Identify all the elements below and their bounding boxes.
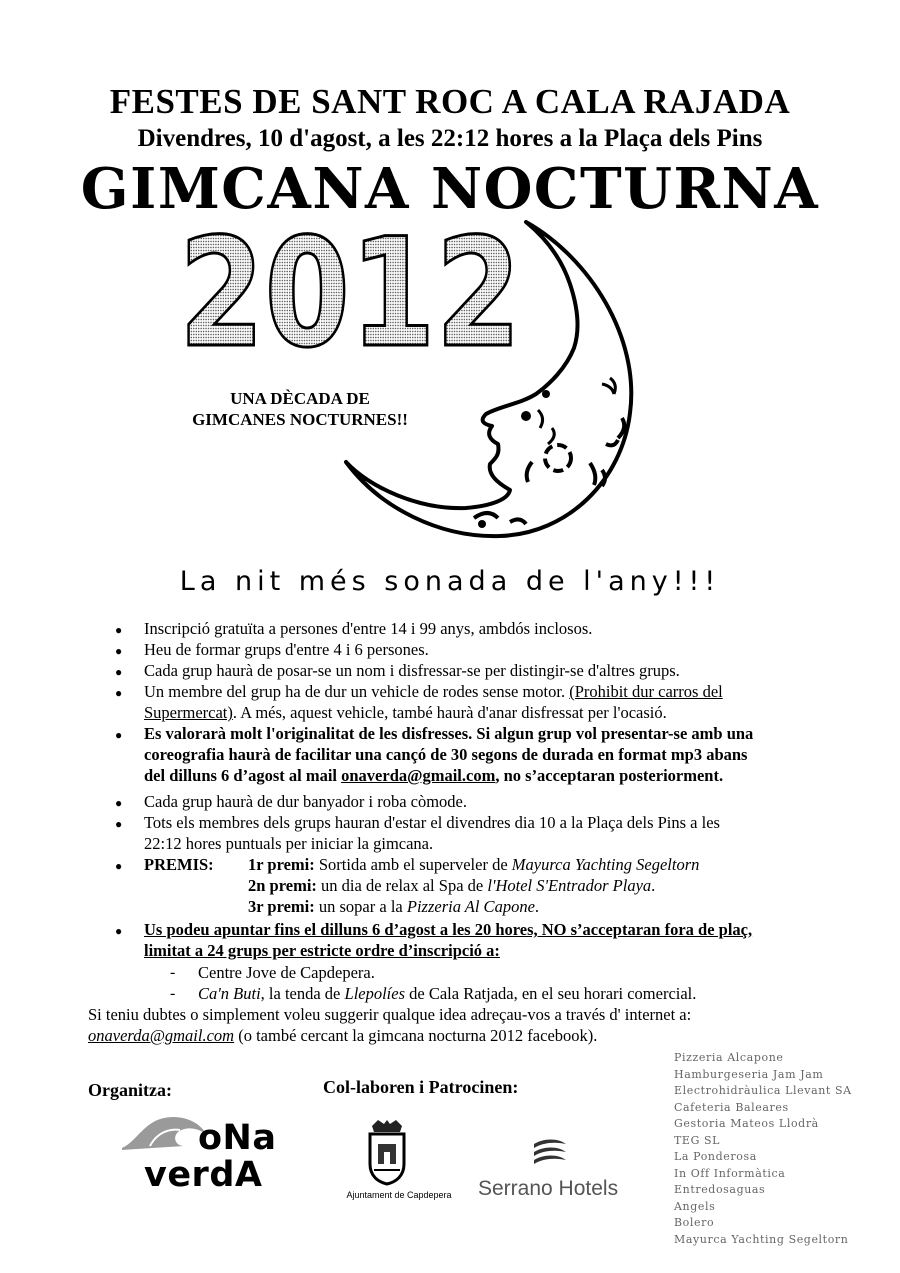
ona-logo-bottom: verdA [144, 1155, 263, 1195]
registration-line-2 [144, 940, 818, 961]
rule-costume-deadline: del dilluns 6 d’agost al mail [144, 766, 337, 785]
rule-meeting-line-2: 22:12 hores puntuals per iniciar la gimcana. [144, 834, 434, 853]
rule-costume-line-1: Es valorarà molt l'originalitat de les disfresses. Si algun grup vol presentar-se amb una [144, 724, 754, 743]
bullet-icon: ● [115, 728, 123, 742]
decade-tagline [190, 388, 410, 430]
serrano-logo-icon [530, 1138, 570, 1170]
prize-first-text: Sortida amb el superveler de [318, 855, 508, 874]
registration-limit: limitat a 24 grups per estricte ordre d’inscripció a: [144, 941, 500, 960]
rule-group-name: Cada grup haurà de posar-se un nom i disfressar-se per distingir-se d'altres grups. [144, 661, 680, 680]
organizer-label: Organitza: [88, 1080, 172, 1100]
bullet-icon: ● [115, 686, 123, 700]
rule-group-size: Heu de formar grups d'entre 4 i 6 persones. [144, 640, 429, 659]
bullet-icon: ● [115, 796, 123, 810]
shop-name: Ca'n Buti [198, 984, 261, 1003]
sponsor-list [674, 1050, 874, 1248]
year-text: 2012 [178, 207, 522, 382]
tagline-line-2: GIMCANES NOCTURNES!! [192, 410, 408, 429]
sponsors-label: Col-laboren i Patrocinen: [323, 1077, 519, 1097]
shop-desc-end: de Cala Ratjada, en el seu horari comercial. [409, 984, 697, 1003]
prize-second-text: un dia de relax al Spa de [321, 876, 484, 895]
poster-title: FESTES DE SANT ROC A CALA RAJADA [109, 82, 791, 121]
sponsor-item: Mayurca Yachting Segeltorn [674, 1232, 849, 1246]
ajuntament-label: Ajuntament de Capdepera [346, 1190, 452, 1200]
contact-email-link[interactable]: onaverda@gmail.com [341, 766, 496, 785]
sponsor-item: Gestoria Mateos Llodrà [674, 1117, 819, 1130]
prizes-label: PREMIS: [144, 855, 214, 874]
prize-second-end: . [651, 876, 656, 895]
contact-line-2 [88, 1025, 597, 1046]
rule-vehicle-line-2 [144, 702, 818, 723]
prize-third-text: un sopar a la [318, 897, 403, 916]
serrano-hotels-label: Serrano Hotels [478, 1177, 619, 1200]
contact-line-1: Si teniu dubtes o simplement voleu suggerir qualque idea adreçau-vos a través d' internet a: [88, 1005, 692, 1024]
prize-third [248, 896, 539, 917]
sponsor-item: Bolero [674, 1216, 715, 1229]
bullet-icon: ● [115, 924, 123, 938]
moon-face-illustration [340, 218, 660, 548]
bullet-icon: ● [115, 859, 123, 873]
prize-third-label: 3r premi: [248, 897, 315, 916]
rule-vehicle-prohibition: (Prohibit dur carros del [569, 682, 723, 701]
bullet-icon: ● [115, 665, 123, 679]
prize-second [248, 875, 655, 896]
prize-third-sponsor: Pizzeria Al Capone [406, 897, 535, 916]
rule-clothing: Cada grup haurà de dur banyador i roba còmode. [144, 792, 468, 811]
slogan: La nit més sonada de l'any!!! [179, 566, 721, 597]
prize-second-sponsor: l'Hotel S'Entrador Playa [487, 876, 652, 895]
ona-logo-top: oNa [198, 1118, 277, 1158]
sponsor-item: Electrohidràulica Llevant SA [674, 1084, 852, 1097]
sponsor-item: Angels [674, 1199, 716, 1213]
event-name: GIMCANA NOCTURNA [80, 156, 820, 222]
sponsor-item: Pizzeria Alcapone [674, 1051, 784, 1064]
sponsor-item: Cafeteria Baleares [674, 1100, 789, 1114]
rule-vehicle-line-1 [144, 681, 818, 702]
rule-costume-line-2: coreografia haurà de facilitar una cançó de 30 segons de durada en format mp3 abans [144, 745, 748, 764]
rule-costume-line-3 [144, 765, 818, 786]
sponsor-item: La Ponderosa [674, 1150, 757, 1163]
dash-icon: - [170, 985, 176, 1002]
sponsor-item: Hamburgeseria Jam Jam [674, 1067, 824, 1081]
event-date-line: Divendres, 10 d'agost, a les 22:12 hores a la Plaça dels Pins [137, 125, 763, 152]
rule-meeting-line-1: Tots els membres dels grups hauran d'estar el divendres dia 10 a la Plaça dels Pins a les [144, 813, 720, 832]
bullet-icon: ● [115, 644, 123, 658]
rule-vehicle-prohibition-end: Supermercat) [144, 703, 233, 722]
bullet-icon: ● [115, 817, 123, 831]
prize-second-label: 2n premi: [248, 876, 317, 895]
sponsor-item: In Off Informàtica [674, 1166, 786, 1180]
rule-vehicle-text: Un membre del grup ha de dur un vehicle de rodes sense motor. [144, 682, 566, 701]
contact-facebook-note: (o també cercant la gimcana nocturna 2012 facebook). [238, 1026, 598, 1045]
prize-first-label: 1r premi: [248, 855, 315, 874]
shop-type: Llepolíes [344, 984, 406, 1003]
registration-line-1 [144, 919, 818, 940]
registration-place-1: Centre Jove de Capdepera. [198, 963, 375, 982]
sponsor-item: Entredosaguas [674, 1183, 766, 1196]
contact-email-link-2[interactable]: onaverda@gmail.com [88, 1026, 235, 1045]
wave-logo-icon [120, 1112, 210, 1152]
registration-deadline: Us podeu apuntar fins el dilluns 6 d’agost a les 20 hores, NO s’acceptaran fora de plaç, [144, 920, 753, 939]
rule-age: Inscripció gratuïta a persones d'entre 14 i 99 anys, ambdós inclosos. [144, 619, 593, 638]
tagline-line-1: UNA DÈCADA DE [230, 389, 370, 408]
rule-costume-deadline-end: , no s’acceptaran posteriorment. [495, 766, 724, 785]
prize-first-sponsor: Mayurca Yachting Segeltorn [511, 855, 700, 874]
municipal-crest-icon [362, 1120, 412, 1186]
bullet-icon: ● [115, 623, 123, 637]
prize-first [248, 854, 699, 875]
shop-desc: , la tenda de [260, 984, 341, 1003]
sponsor-item: TEG SL [674, 1133, 721, 1147]
rule-vehicle-costume: . A més, aquest vehicle, també haurà d'anar disfressat per l'ocasió. [232, 703, 667, 722]
dash-icon: - [170, 964, 176, 981]
prize-third-end: . [534, 897, 540, 916]
registration-place-2 [198, 983, 696, 1004]
